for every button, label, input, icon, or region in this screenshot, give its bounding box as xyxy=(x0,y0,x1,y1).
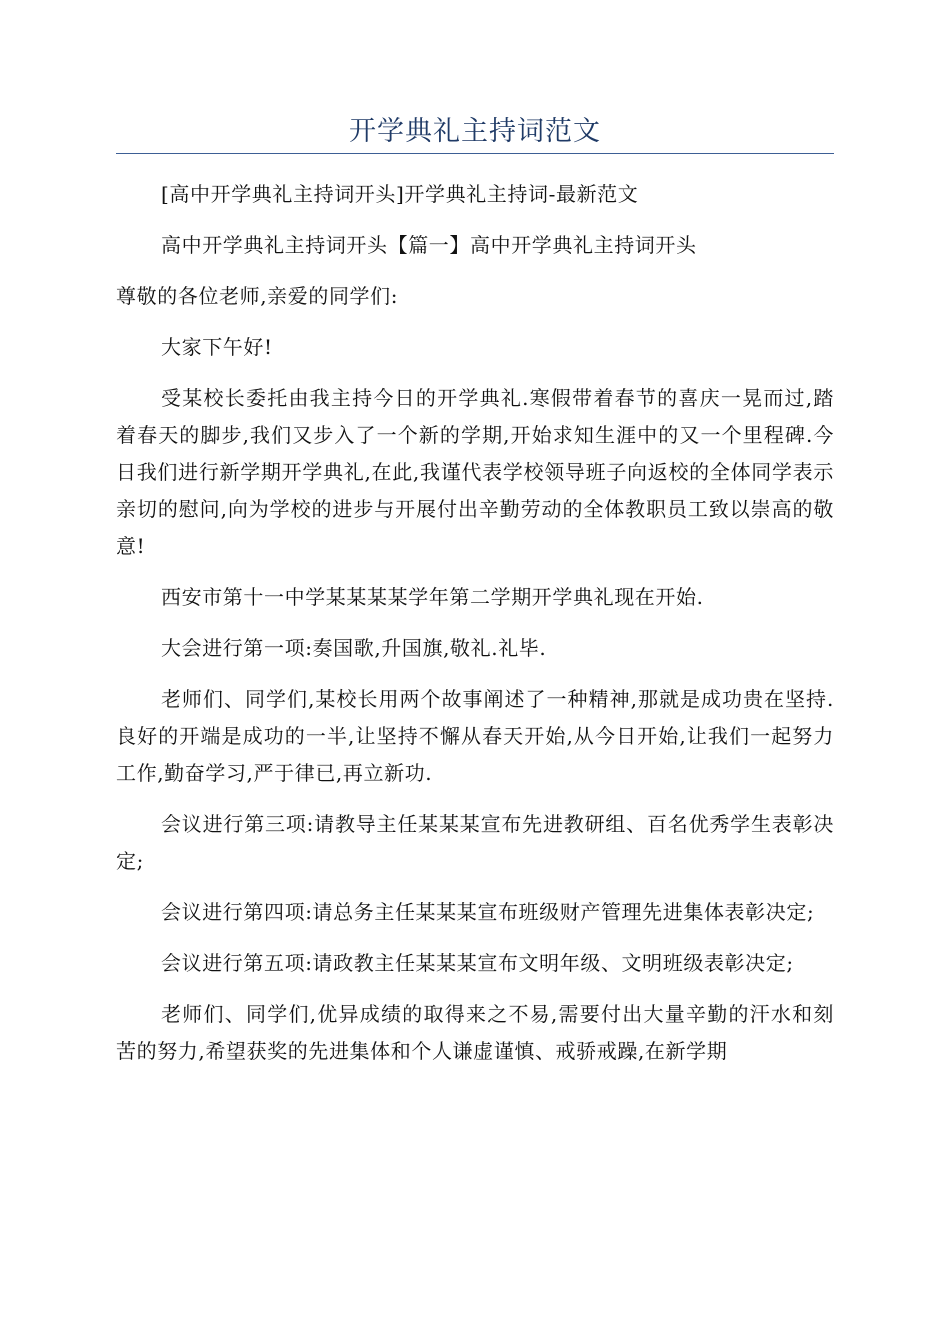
paragraph-salutation: 尊敬的各位老师,亲爱的同学们: xyxy=(116,284,399,308)
paragraph-item-four: 会议进行第四项:请总务主任某某某宣布班级财产管理先进集体表彰决定; xyxy=(161,900,815,924)
paragraph-section-heading: 高中开学典礼主持词开头【篇一】高中开学典礼主持词开头 xyxy=(161,233,697,257)
paragraph-greeting: 大家下午好! xyxy=(161,335,273,359)
paragraph-ceremony-start: 西安市第十一中学某某某某学年第二学期开学典礼现在开始. xyxy=(161,585,704,609)
title-underline xyxy=(116,153,834,154)
paragraph-opening: 受某校长委托由我主持今日的开学典礼.寒假带着春节的喜庆一晃而过,踏着春天的脚步,我们又步入了一个新的学期,开始求知生涯中的又一个里程碑.今日我们进行新学期开学典礼,在此,我谨代表学校领导班子向返校的全体同学表示亲切的慰问,向为学校的进步与开展付出辛勤劳动的全体教职员工致以崇高的敬意! xyxy=(116,386,834,558)
paragraph-closing: 老师们、同学们,优异成绩的取得来之不易,需要付出大量辛勤的汗水和刻苦的努力,希望获奖的先进集体和个人谦虚谨慎、戒骄戒躁,在新学期 xyxy=(116,1002,834,1063)
paragraph-item-one: 大会进行第一项:奏国歌,升国旗,敬礼.礼毕. xyxy=(161,636,547,660)
paragraph-persistence: 老师们、同学们,某校长用两个故事阐述了一种精神,那就是成功贵在坚持.良好的开端是成功的一半,让坚持不懈从春天开始,从今日开始,让我们一起努力工作,勤奋学习,严于律已,再立新功. xyxy=(116,687,834,785)
document-title: 开学典礼主持词范文 xyxy=(349,116,601,147)
document-body xyxy=(116,176,834,1084)
paragraph-intro: [高中开学典礼主持词开头]开学典礼主持词-最新范文 xyxy=(161,182,639,206)
paragraph-item-three: 会议进行第三项:请教导主任某某某宣布先进教研组、百名优秀学生表彰决定; xyxy=(116,812,834,873)
paragraph-item-five: 会议进行第五项:请政教主任某某某宣布文明年级、文明班级表彰决定; xyxy=(161,951,794,975)
